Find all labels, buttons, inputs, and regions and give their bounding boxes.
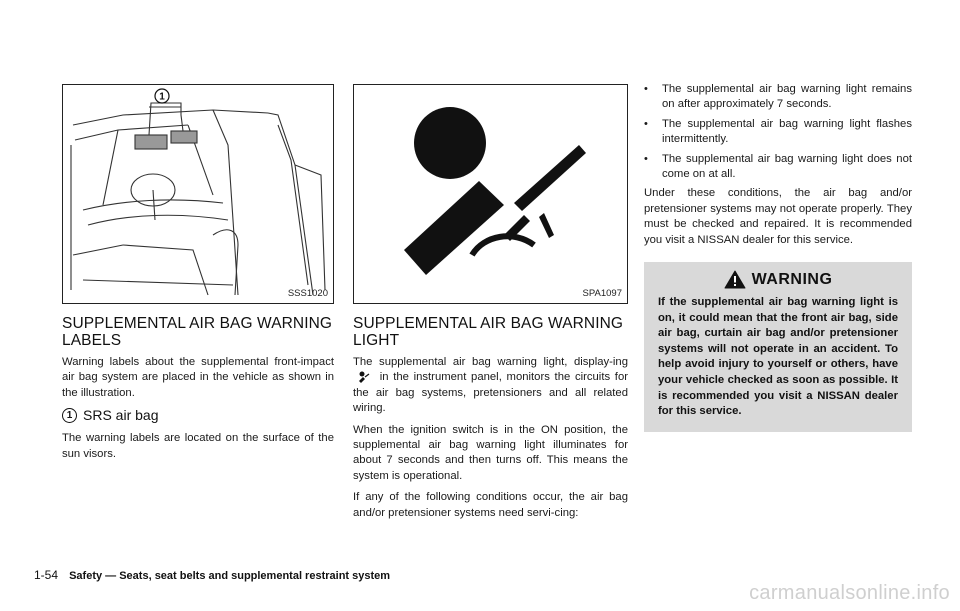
column-1 — [62, 84, 334, 468]
airbag-light-icon — [357, 371, 371, 383]
column-2 — [353, 84, 628, 527]
warning-triangle-icon — [724, 270, 746, 289]
section-title-warning-labels: SUPPLEMENTAL AIR BAG WARNING LABELS — [62, 315, 333, 349]
figure-airbag-symbol — [353, 84, 628, 304]
car-interior-illustration — [63, 85, 332, 302]
paragraph-conditions: If any of the following conditions occur, the air bag and/or pretensioner systems need servi-cing: — [353, 491, 628, 519]
paragraph-ignition-on: When the ignition switch is in the ON position, the supplemental air bag warning light illuminates for about 7 seconds and then turns off. This means the system is operational. — [353, 423, 628, 482]
list-item: • The supplemental air bag warning light flashes intermittently. — [644, 117, 912, 148]
warning-text: If the supplemental air bag warning light is on, it could mean that the front air bag, side air bag, curtain air bag and/or pretensioner systems will not operate in an accident. To help avoid injury to yourself or others, have your vehicle checked as soon as possible. It is recommended you visit a NISSAN dealer for this service. — [658, 296, 898, 418]
chapter-title: Safety — Seats, seat belts and supplemental restraint system — [69, 570, 391, 582]
warning-header — [658, 270, 898, 289]
figure-car-interior — [62, 84, 334, 304]
list-item: • The supplemental air bag warning light remains on after approximately 7 seconds. — [644, 82, 912, 113]
figure-code: SSS1020 — [287, 288, 328, 299]
paragraph-labels-intro: Warning labels about the supplemental front-impact air bag system are placed in the vehicle as shown in the illustration. — [62, 356, 334, 399]
watermark-text: carmanualsonline.info — [749, 582, 950, 604]
list-item: • The supplemental air bag warning light does not come on at all. — [644, 152, 912, 183]
paragraph-sun-visors: The warning labels are located on the surface of the sun visors. — [62, 432, 334, 460]
column-3 — [644, 82, 912, 432]
page-number: 1-54 — [34, 568, 59, 582]
figure-code: SPA1097 — [582, 288, 622, 299]
p1-before-text: The supplemental air bag warning light, display-ing — [353, 356, 628, 368]
page-footer — [34, 568, 390, 582]
callout-1-number: 1 — [159, 91, 165, 103]
paragraph-not-operate: Under these conditions, the air bag and/or pretensioner systems may not operate properly. They must be checked and repaired. It is recommended you visit a NISSAN dealer for this service. — [644, 187, 912, 246]
callout-number-icon: 1 — [62, 408, 77, 423]
conditions-list — [644, 82, 912, 182]
callout-srs-airbag — [62, 407, 334, 423]
paragraph-light-description — [353, 355, 628, 417]
p1-after-text: in the instrument panel, monitors the circuits for the air bag systems, pretensioners and all related wiring. — [353, 371, 628, 415]
warning-title: WARNING — [751, 270, 833, 288]
section-title-warning-light: SUPPLEMENTAL AIR BAG WARNING LIGHT — [353, 315, 624, 349]
airbag-warning-symbol — [354, 85, 626, 302]
callout-label: SRS air bag — [83, 407, 159, 424]
warning-box — [644, 262, 912, 432]
